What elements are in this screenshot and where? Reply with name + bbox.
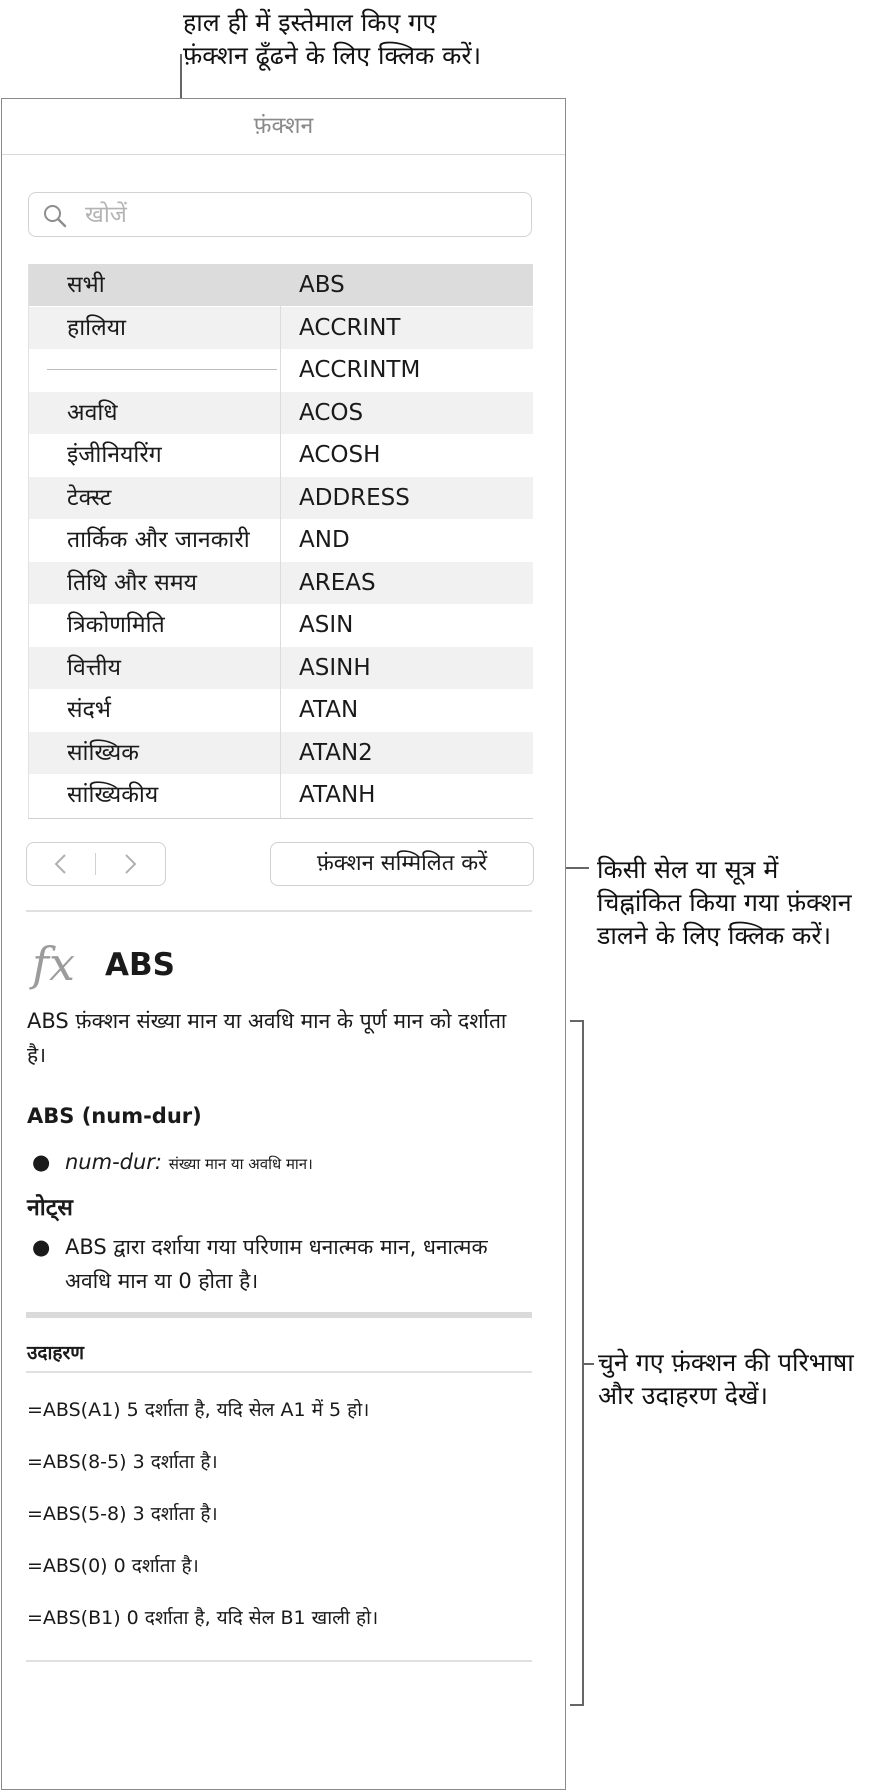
browser-row <box>29 647 533 689</box>
callout-bracket-bottom <box>570 1704 584 1706</box>
browser-row <box>29 689 533 731</box>
callout-insert <box>597 853 852 952</box>
callout-insert-line-1: किसी सेल या सूत्र में <box>597 855 779 884</box>
history-nav <box>26 842 166 886</box>
category-item[interactable]: सांख्यिकीय <box>67 782 159 808</box>
callout-bracket-tick <box>582 1363 594 1365</box>
function-item[interactable]: ATANH <box>299 782 376 808</box>
callout-insert-line-3: डालने के लिए क्लिक करें। <box>597 921 832 950</box>
browser-row <box>29 562 533 604</box>
browser-row <box>29 732 533 774</box>
examples-divider <box>26 1371 532 1373</box>
function-item[interactable]: ADDRESS <box>299 484 410 511</box>
example-2: =ABS(8-5) 3 दर्शाता है। <box>27 1451 218 1473</box>
category-item[interactable]: टेक्स्ट <box>67 484 112 511</box>
browser-row <box>29 349 533 391</box>
function-item[interactable]: ASINH <box>299 654 371 681</box>
function-syntax: ABS (num-dur) <box>27 1104 202 1128</box>
example-1: =ABS(A1) 5 दर्शाता है, यदि सेल A1 में 5 हो। <box>27 1399 370 1421</box>
callout-definition <box>598 1346 854 1412</box>
callout-recent-line-1: हाल ही में इस्तेमाल किए गए <box>183 8 437 37</box>
callout-insert-line-2: चिह्नांकित किया गया फ़ंक्शन <box>597 888 852 917</box>
browser-row <box>29 774 533 816</box>
function-item[interactable]: AREAS <box>299 569 376 596</box>
chevron-left-icon <box>53 853 69 875</box>
search-input[interactable] <box>83 197 517 233</box>
category-item[interactable]: सांख्यिक <box>67 739 139 766</box>
function-browser <box>28 264 533 819</box>
function-item[interactable]: ATAN2 <box>299 739 373 766</box>
category-item[interactable]: इंजीनियरिंग <box>67 442 162 468</box>
search-icon <box>43 204 67 228</box>
function-item[interactable]: ATAN <box>299 697 359 723</box>
examples-heading: उदाहरण <box>27 1342 85 1364</box>
browser-row <box>29 519 533 561</box>
function-item[interactable]: ACOSH <box>299 442 381 468</box>
examples-divider-bottom <box>26 1660 532 1662</box>
notes-heading: नोट्स <box>27 1195 73 1221</box>
column-divider <box>280 264 281 818</box>
fx-icon: fx <box>32 937 75 991</box>
function-item[interactable]: ACCRINTM <box>299 357 421 383</box>
category-item[interactable]: संदर्भ <box>67 697 111 723</box>
category-item[interactable]: वित्तीय <box>67 654 121 681</box>
category-item[interactable]: सभी <box>67 272 105 298</box>
category-item[interactable]: तिथि और समय <box>67 569 197 596</box>
example-5: =ABS(B1) 0 दर्शाता है, यदि सेल B1 खाली हो। <box>27 1607 379 1629</box>
chevron-right-icon <box>122 853 138 875</box>
argument-description: संख्या मान या अवधि मान। <box>168 1155 313 1173</box>
functions-panel <box>1 98 566 1790</box>
example-3: =ABS(5-8) 3 दर्शाता है। <box>27 1503 218 1525</box>
example-4: =ABS(0) 0 दर्शाता है। <box>27 1555 199 1577</box>
insert-function-button[interactable]: फ़ंक्शन सम्मिलित करें <box>270 842 534 886</box>
function-item[interactable]: AND <box>299 527 350 553</box>
back-button[interactable] <box>27 843 95 885</box>
category-separator <box>47 369 277 370</box>
category-item[interactable]: तार्किक और जानकारी <box>67 527 250 553</box>
function-description: ABS फ़ंक्शन संख्या मान या अवधि मान के पूर्ण मान को दर्शाता है। <box>27 1009 507 1067</box>
category-item[interactable]: अवधि <box>67 399 118 426</box>
function-item[interactable]: ABS <box>299 272 345 298</box>
argument-item <box>65 1145 527 1181</box>
category-item[interactable]: त्रिकोणमिति <box>67 612 165 638</box>
note-bullet: ● <box>32 1235 51 1259</box>
argument-name: num-dur: <box>65 1150 163 1174</box>
function-item[interactable]: ASIN <box>299 612 354 638</box>
examples-divider-thick <box>26 1312 532 1318</box>
browser-row <box>29 604 533 646</box>
panel-title: फ़ंक्शन <box>2 99 565 155</box>
browser-row <box>29 307 533 349</box>
callout-definition-line-1: चुने गए फ़ंक्शन की परिभाषा <box>598 1348 854 1377</box>
callout-definition-line-2: और उदाहरण देखें। <box>598 1381 768 1410</box>
browser-row <box>29 264 533 306</box>
callout-recent-line-2: फ़ंक्शन ढूँढने के लिए क्लिक करें। <box>183 41 482 70</box>
browser-row <box>29 434 533 476</box>
function-item[interactable]: ACCRINT <box>299 314 401 341</box>
callout-recent <box>183 6 481 72</box>
function-name: ABS <box>105 947 175 983</box>
search-field[interactable] <box>28 192 532 237</box>
argument-bullet: ● <box>32 1150 51 1174</box>
forward-button[interactable] <box>96 843 164 885</box>
browser-row <box>29 392 533 434</box>
category-item[interactable]: हालिया <box>67 314 127 341</box>
browser-row <box>29 477 533 519</box>
function-item[interactable]: ACOS <box>299 399 364 426</box>
note-text: ABS द्वारा दर्शाया गया परिणाम धनात्मक मान, धनात्मक अवधि मान या 0 होता है। <box>65 1235 488 1293</box>
detail-divider-top <box>26 910 532 912</box>
